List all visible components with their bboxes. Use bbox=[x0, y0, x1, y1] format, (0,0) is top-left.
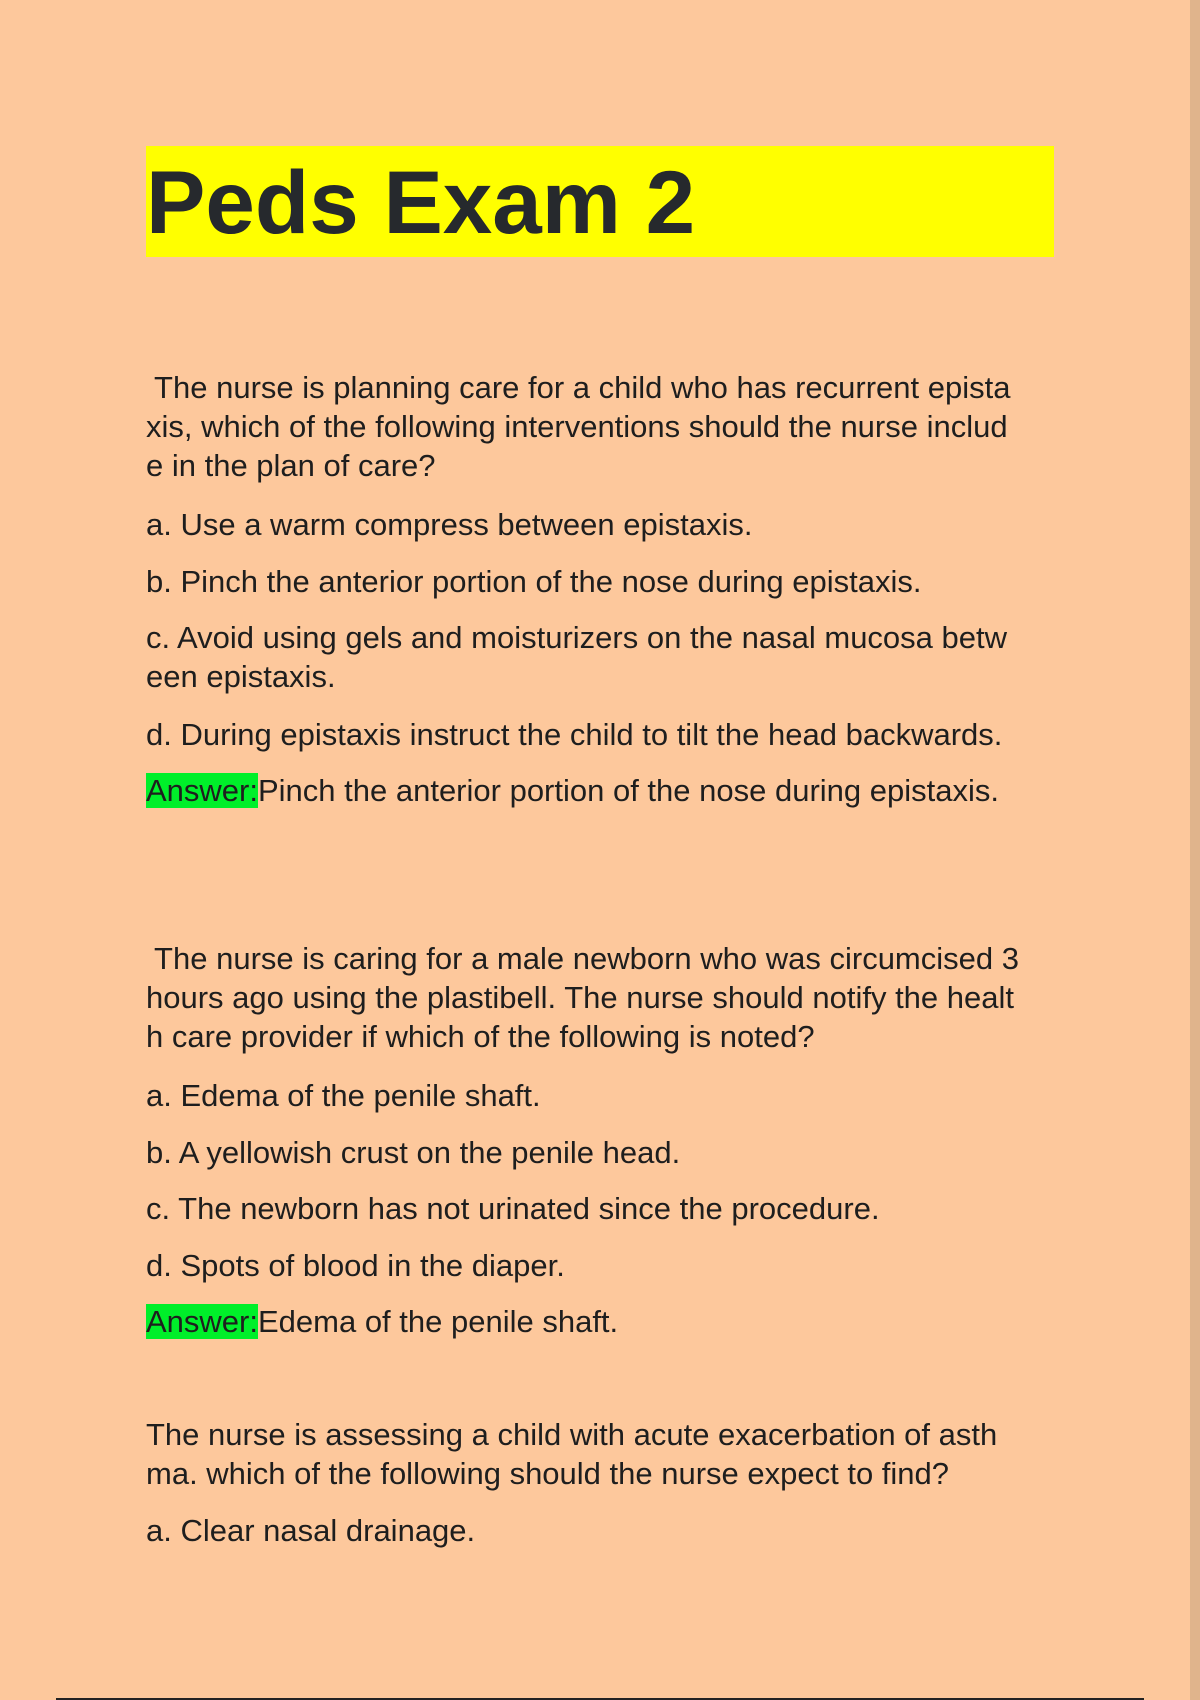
question-1-answer bbox=[146, 771, 1066, 810]
question-3-line-1: The nurse is assessing a child with acute exacerbation of asth bbox=[146, 1417, 998, 1452]
question-1-line-3: e in the plan of care? bbox=[146, 448, 436, 483]
title-highlight-box bbox=[146, 146, 1054, 257]
question-1-option-c-line-1: c. Avoid using gels and moisturizers on the nasal mucosa betw bbox=[146, 620, 1008, 655]
question-1-option-c bbox=[146, 618, 1066, 696]
question-1-option-a: a. Use a warm compress between epistaxis. bbox=[146, 507, 753, 542]
question-2-option-c: c. The newborn has not urinated since the procedure. bbox=[146, 1191, 880, 1226]
page-title: Peds Exam 2 bbox=[146, 152, 696, 252]
question-3-text bbox=[146, 1415, 1066, 1493]
answer-text: Pinch the anterior portion of the nose during epistaxis. bbox=[257, 773, 999, 808]
page-edge-strip bbox=[1190, 0, 1200, 1700]
answer-label: Answer: bbox=[146, 1304, 258, 1339]
question-2-line-2: hours ago using the plastibell. The nurse should notify the healt bbox=[146, 980, 1014, 1015]
question-2-text bbox=[146, 939, 1066, 1056]
question-1-line-2: xis, which of the following interventions should the nurse includ bbox=[146, 409, 1008, 444]
question-1-option-d: d. During epistaxis instruct the child to tilt the head backwards. bbox=[146, 717, 1003, 752]
question-1-option-b: b. Pinch the anterior portion of the nose during epistaxis. bbox=[146, 564, 922, 599]
question-3-option-a: a. Clear nasal drainage. bbox=[146, 1513, 476, 1548]
question-2-option-b: b. A yellowish crust on the penile head. bbox=[146, 1135, 681, 1170]
question-2-line-3: h care provider if which of the following is noted? bbox=[146, 1019, 815, 1054]
question-1-line-1: The nurse is planning care for a child who has recurrent epista bbox=[146, 370, 1011, 405]
question-2-option-d: d. Spots of blood in the diaper. bbox=[146, 1248, 565, 1283]
question-2-option-a: a. Edema of the penile shaft. bbox=[146, 1078, 541, 1113]
answer-label: Answer: bbox=[146, 773, 258, 808]
question-1-text bbox=[146, 368, 1066, 485]
answer-text: Edema of the penile shaft. bbox=[257, 1304, 619, 1339]
question-1-option-c-line-2: een epistaxis. bbox=[146, 659, 336, 694]
question-3-line-2: ma. which of the following should the nurse expect to find? bbox=[146, 1456, 950, 1491]
question-2-line-1: The nurse is caring for a male newborn who was circumcised 3 bbox=[146, 941, 1019, 976]
question-2-answer bbox=[146, 1302, 1066, 1341]
